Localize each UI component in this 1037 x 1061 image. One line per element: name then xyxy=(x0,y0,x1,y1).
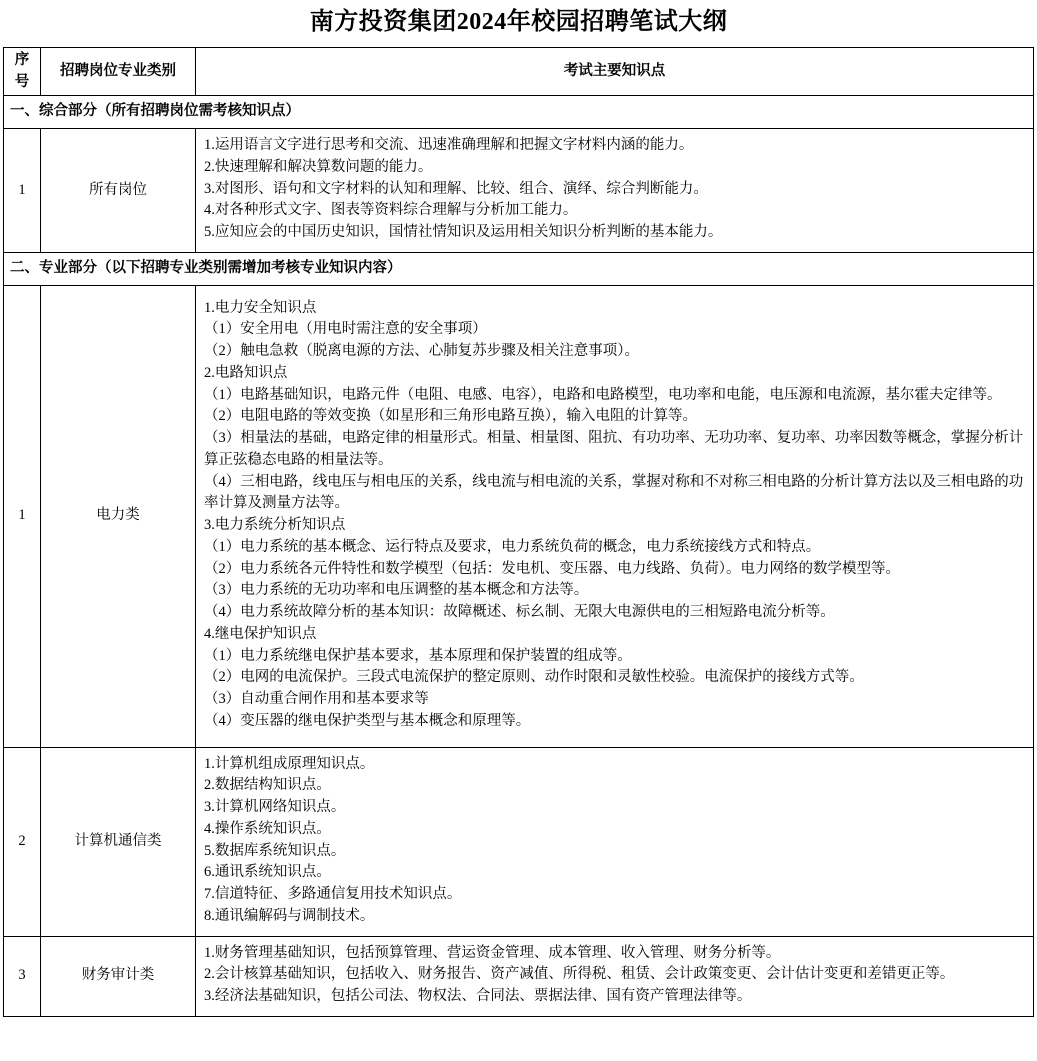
point-line: （2）电力系统各元件特性和数学模型（包括：发电机、变压器、电力线路、负荷）。电力网络的数学模型等。 xyxy=(204,560,900,577)
section-heading-row xyxy=(4,96,1034,129)
point-line: 2.会计核算基础知识，包括收入、财务报告、资产减值、所得税、租赁、会计政策变更、会计估计变更和差错更正等。 xyxy=(204,966,955,983)
section-heading-row xyxy=(4,252,1034,285)
point-line: （3）自动重合闸作用和基本要求等 xyxy=(204,691,429,708)
point-line: 1.财务管理基础知识，包括预算管理、营运资金管理、成本管理、收入管理、财务分析等。 xyxy=(204,944,781,961)
point-line: 8.通讯编解码与调制技术。 xyxy=(204,907,375,924)
row-no: 2 xyxy=(4,747,41,936)
table-header xyxy=(4,47,1034,96)
row-category: 计算机通信类 xyxy=(41,747,196,936)
section-heading-professional: 二、专业部分（以下招聘专业类别需增加考核专业知识内容） xyxy=(4,252,1034,285)
point-line: （3）电力系统的无功功率和电压调整的基本概念和方法等。 xyxy=(204,582,589,599)
page-title: 南方投资集团2024年校园招聘笔试大纲 xyxy=(309,9,728,35)
point-line: （2）触电急救（脱离电源的方法、心肺复苏步骤及相关注意事项）。 xyxy=(204,343,639,360)
point-line: （1）电路基础知识，电路元件（电阻、电感、电容），电路和电路模型，电功率和电能，电压源和电流源，基尔霍夫定律等。 xyxy=(204,386,1002,403)
point-line: 3.计算机网络知识点。 xyxy=(204,799,346,816)
table-row xyxy=(4,747,1034,936)
point-line: （2）电阻电路的等效变换（如星形和三角形电路互换），输入电阻的计算等。 xyxy=(204,408,697,425)
table-row xyxy=(4,285,1034,747)
point-line: 3.电力系统分析知识点 xyxy=(204,517,346,534)
point-line: （4）三相电路，线电压与相电压的关系，线电流与相电流的关系，掌握对称和不对称三相电路的分析计算方法以及三相电路的功率计算及测量方法等。 xyxy=(204,473,1024,512)
point-line: 6.通讯系统知识点。 xyxy=(204,864,331,881)
point-line: 2.快速理解和解决算数问题的能力。 xyxy=(204,158,433,175)
point-line: （4）电力系统故障分析的基本知识：故障概述、标幺制、无限大电源供电的三相短路电流分析等。 xyxy=(204,604,835,621)
section-heading-general: 一、综合部分（所有招聘岗位需考核知识点） xyxy=(4,96,1034,129)
point-line: 2.数据结构知识点。 xyxy=(204,777,331,794)
point-line: （4）变压器的继电保护类型与基本概念和原理等。 xyxy=(204,712,531,729)
point-line: （1）电力系统继电保护基本要求，基本原理和保护装置的组成等。 xyxy=(204,647,632,664)
point-line: 1.运用语言文字进行思考和交流、迅速准确理解和把握文字材料内涵的能力。 xyxy=(204,137,694,154)
row-no: 1 xyxy=(4,285,41,747)
point-line: （3）相量法的基础，电路定律的相量形式。相量、相量图、阻抗、有功功率、无功功率、复功率、功率因数等概念，掌握分析计算正弦稳态电路的相量法等。 xyxy=(204,430,1024,468)
column-header-no: 序号 xyxy=(4,47,41,96)
row-category: 财务审计类 xyxy=(41,936,196,1016)
table-body xyxy=(4,96,1034,1017)
point-line: 7.信道特征、多路通信复用技术知识点。 xyxy=(204,886,462,903)
point-line: 3.经济法基础知识，包括公司法、物权法、合同法、票据法律、国有资产管理法律等。 xyxy=(204,988,752,1005)
point-line: 4.对各种形式文字、图表等资料综合理解与分析加工能力。 xyxy=(204,202,578,219)
row-no: 1 xyxy=(4,129,41,253)
point-line: 4.操作系统知识点。 xyxy=(204,820,331,837)
column-header-points: 考试主要知识点 xyxy=(196,47,1034,96)
table-row xyxy=(4,129,1034,253)
table-header-row xyxy=(4,47,1034,96)
row-points xyxy=(196,936,1034,1016)
point-line: （1）电力系统的基本概念、运行特点及要求，电力系统负荷的概念，电力系统接线方式和特点。 xyxy=(204,538,821,555)
point-line: 4.继电保护知识点 xyxy=(204,625,317,642)
row-no: 3 xyxy=(4,936,41,1016)
row-points xyxy=(196,285,1034,747)
exam-outline-table xyxy=(3,47,1034,1017)
point-line: 1.电力安全知识点 xyxy=(204,299,317,316)
point-line: 1.计算机组成原理知识点。 xyxy=(204,755,375,772)
point-line: 5.数据库系统知识点。 xyxy=(204,842,346,859)
row-points xyxy=(196,747,1034,936)
point-line: 2.电路知识点 xyxy=(204,364,288,381)
point-line: 5.应知应会的中国历史知识，国情社情知识及运用相关知识分析判断的基本能力。 xyxy=(204,224,723,241)
row-category: 所有岗位 xyxy=(41,129,196,253)
spacer xyxy=(204,733,1025,739)
point-line: （1）安全用电（用电时需注意的安全事项） xyxy=(204,321,487,338)
point-line: （2）电网的电流保护。三段式电流保护的整定原则、动作时限和灵敏性校验。电流保护的接线方式等。 xyxy=(204,669,864,686)
row-category: 电力类 xyxy=(41,285,196,747)
column-header-category: 招聘岗位专业类别 xyxy=(41,47,196,96)
table-row xyxy=(4,936,1034,1016)
row-points xyxy=(196,129,1034,253)
point-line: 3.对图形、语句和文字材料的认知和理解、比较、组合、演绎、综合判断能力。 xyxy=(204,180,708,197)
